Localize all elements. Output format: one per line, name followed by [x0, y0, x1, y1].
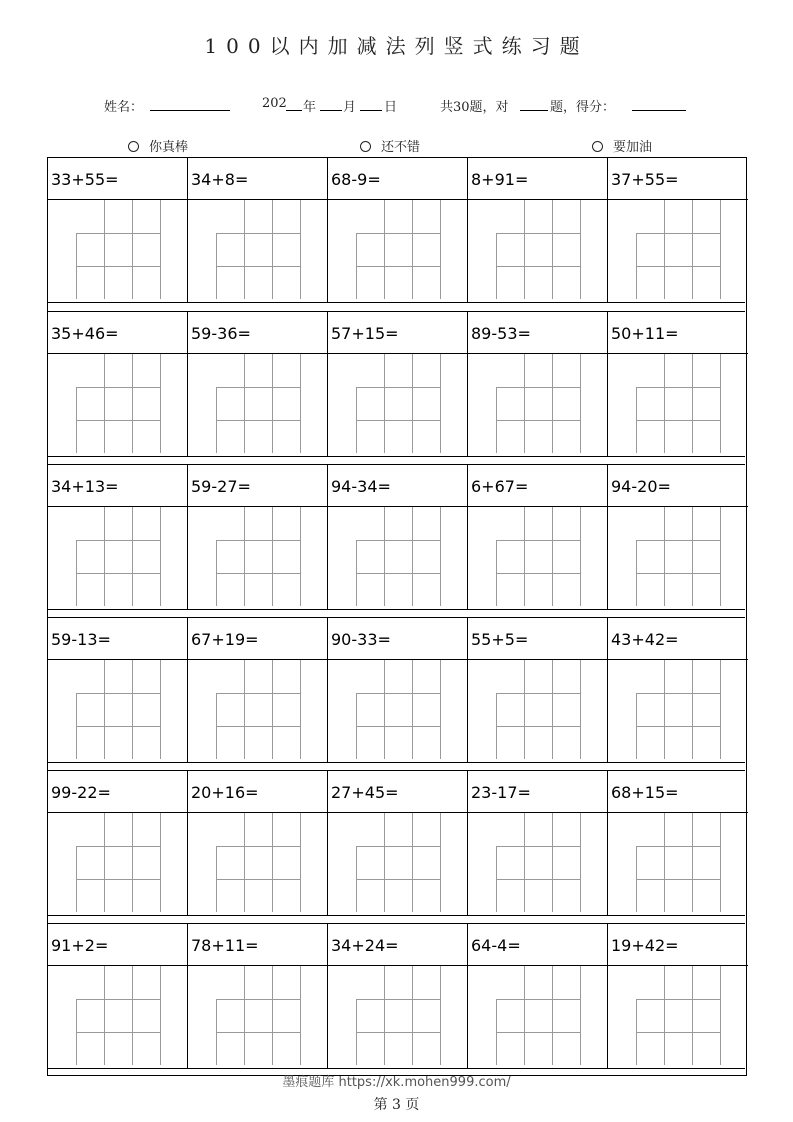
grid-line [356, 540, 440, 541]
vertical-calc-grid[interactable] [76, 813, 160, 912]
vertical-calc-grid[interactable] [496, 354, 580, 453]
vertical-calc-grid[interactable] [216, 966, 300, 1065]
exercise-expression: 57+15= [328, 312, 468, 354]
grid-line [356, 573, 440, 574]
grid-line [636, 233, 720, 234]
grid-line [496, 726, 580, 727]
vertical-calc-grid[interactable] [496, 200, 580, 299]
exercise-row [48, 311, 745, 457]
exercise-expression: 19+42= [608, 924, 748, 966]
grid-line [552, 507, 553, 606]
score-label: 题，得分： [550, 100, 616, 115]
exercise-cell [608, 618, 748, 762]
exercise-row [48, 617, 745, 763]
grid-line [216, 999, 300, 1000]
vertical-calc-grid[interactable] [216, 354, 300, 453]
grid-line [636, 266, 720, 267]
exercise-cell [468, 312, 608, 456]
grid-line [244, 813, 245, 912]
circle-icon [128, 141, 139, 152]
exercise-cell [188, 771, 328, 915]
grid-line [412, 354, 413, 453]
grid-line [76, 387, 160, 388]
exercise-cell [328, 771, 468, 915]
exercise-cell [188, 465, 328, 609]
grid-line [272, 354, 273, 453]
exercise-cell [608, 771, 748, 915]
grid-line [440, 200, 441, 299]
grid-line [216, 387, 300, 388]
grid-line [524, 660, 525, 759]
grid-line [160, 354, 161, 453]
grid-line [300, 813, 301, 912]
grid-line [104, 507, 105, 606]
grid-line [496, 1032, 580, 1033]
exercise-expression: 67+19= [188, 618, 328, 660]
grid-line [356, 420, 440, 421]
exercise-expression: 89-53= [468, 312, 608, 354]
vertical-calc-grid[interactable] [216, 507, 300, 606]
exercise-cell [328, 465, 468, 609]
grid-line [384, 966, 385, 1065]
grid-line [664, 660, 665, 759]
vertical-calc-grid[interactable] [76, 354, 160, 453]
grid-line [356, 233, 440, 234]
vertical-calc-grid[interactable] [356, 354, 440, 453]
grid-line [356, 387, 440, 388]
grid-line [636, 999, 720, 1000]
self-rating [0, 136, 793, 154]
grid-line [160, 660, 161, 759]
exercise-cell [468, 158, 608, 302]
grid-line [440, 507, 441, 606]
year-prefix: 202 [262, 96, 287, 111]
day-blank[interactable] [360, 96, 382, 111]
grid-line [496, 573, 580, 574]
grid-line [524, 200, 525, 299]
grid-line [636, 846, 720, 847]
grid-line [720, 354, 721, 453]
grid-line [356, 693, 440, 694]
exercise-expression: 59-36= [188, 312, 328, 354]
grid-line [496, 420, 580, 421]
grid-line [216, 573, 300, 574]
exercise-expression: 78+11= [188, 924, 328, 966]
exercise-cell [48, 158, 188, 302]
grid-line [160, 813, 161, 912]
year-label: 年 [303, 100, 317, 115]
grid-line [244, 660, 245, 759]
grid-line [720, 966, 721, 1065]
grid-line [272, 660, 273, 759]
vertical-calc-grid[interactable] [216, 660, 300, 759]
exercise-cell [188, 618, 328, 762]
grid-line [580, 813, 581, 912]
grid-line [216, 420, 300, 421]
grid-line [272, 507, 273, 606]
exercise-cell [608, 312, 748, 456]
vertical-calc-grid[interactable] [636, 966, 720, 1065]
vertical-calc-grid[interactable] [356, 200, 440, 299]
grid-line [384, 200, 385, 299]
grid-line [496, 540, 580, 541]
grid-line [384, 660, 385, 759]
exercise-expression: 91+2= [48, 924, 188, 966]
exercise-expression: 43+42= [608, 618, 748, 660]
exercise-expression: 34+8= [188, 158, 328, 200]
grid-line [104, 966, 105, 1065]
vertical-calc-grid[interactable] [76, 507, 160, 606]
exercise-cell [328, 312, 468, 456]
exercise-expression: 68-9= [328, 158, 468, 200]
watermark-footer: 墨痕题库 https://xk.mohen999.com/ [282, 1075, 511, 1090]
exercise-expression: 6+67= [468, 465, 608, 507]
grid-line [440, 660, 441, 759]
grid-line [160, 200, 161, 299]
name-label: 姓名： [104, 100, 144, 115]
student-info-line [0, 96, 793, 116]
vertical-calc-grid[interactable] [356, 813, 440, 912]
grid-line [636, 726, 720, 727]
exercise-cell [328, 158, 468, 302]
grid-line [160, 966, 161, 1065]
grid-line [356, 1032, 440, 1033]
grid-line [244, 507, 245, 606]
rating-label: 要加油 [613, 140, 653, 155]
grid-line [636, 573, 720, 574]
grid-line [440, 354, 441, 453]
grid-line [132, 507, 133, 606]
grid-line [664, 507, 665, 606]
grid-line [300, 660, 301, 759]
vertical-calc-grid[interactable] [496, 660, 580, 759]
grid-line [692, 354, 693, 453]
vertical-calc-grid[interactable] [636, 200, 720, 299]
exercise-expression: 20+16= [188, 771, 328, 813]
exercise-expression: 90-33= [328, 618, 468, 660]
grid-line [132, 966, 133, 1065]
month-blank[interactable] [320, 96, 342, 111]
grid-line [356, 999, 440, 1000]
exercise-cell [468, 618, 608, 762]
grid-line [412, 966, 413, 1065]
month-label: 月 [343, 100, 357, 115]
vertical-calc-grid[interactable] [636, 813, 720, 912]
grid-line [496, 879, 580, 880]
exercise-expression: 37+55= [608, 158, 748, 200]
circle-icon [592, 141, 603, 152]
circle-icon [360, 141, 371, 152]
grid-line [244, 200, 245, 299]
grid-line [440, 813, 441, 912]
exercise-row [48, 923, 745, 1069]
grid-line [412, 507, 413, 606]
grid-line [216, 879, 300, 880]
exercise-row [48, 770, 745, 916]
exercise-expression: 68+15= [608, 771, 748, 813]
grid-line [76, 1032, 160, 1033]
grid-line [636, 693, 720, 694]
exercise-cell [608, 465, 748, 609]
grid-line [300, 200, 301, 299]
grid-line [132, 200, 133, 299]
grid-line [636, 879, 720, 880]
grid-line [580, 354, 581, 453]
exercise-cell [48, 312, 188, 456]
grid-line [76, 846, 160, 847]
exercise-expression: 34+24= [328, 924, 468, 966]
exercise-grid [47, 157, 747, 1076]
grid-line [76, 693, 160, 694]
grid-line [496, 233, 580, 234]
exercise-expression: 35+46= [48, 312, 188, 354]
vertical-calc-grid[interactable] [76, 660, 160, 759]
exercise-cell [468, 465, 608, 609]
grid-line [720, 813, 721, 912]
grid-line [216, 693, 300, 694]
grid-line [216, 726, 300, 727]
day-label: 日 [384, 100, 398, 115]
exercise-cell [608, 158, 748, 302]
vertical-calc-grid[interactable] [356, 966, 440, 1065]
exercise-expression: 94-20= [608, 465, 748, 507]
exercise-expression: 64-4= [468, 924, 608, 966]
grid-line [356, 266, 440, 267]
grid-line [300, 966, 301, 1065]
rating-label: 还不错 [381, 140, 421, 155]
grid-line [384, 507, 385, 606]
exercise-row [48, 464, 745, 610]
exercise-cell [48, 618, 188, 762]
correct-count-blank[interactable] [520, 96, 548, 111]
grid-line [720, 507, 721, 606]
grid-line [76, 266, 160, 267]
grid-line [664, 966, 665, 1065]
exercise-expression: 99-22= [48, 771, 188, 813]
exercise-expression: 55+5= [468, 618, 608, 660]
grid-line [496, 387, 580, 388]
grid-line [524, 813, 525, 912]
grid-line [160, 507, 161, 606]
grid-line [552, 354, 553, 453]
exercise-cell [188, 312, 328, 456]
vertical-calc-grid[interactable] [496, 813, 580, 912]
grid-line [104, 354, 105, 453]
vertical-calc-grid[interactable] [76, 966, 160, 1065]
rating-option-try-harder[interactable] [592, 136, 652, 155]
score-blank[interactable] [632, 96, 686, 111]
exercise-cell [468, 924, 608, 1068]
grid-line [216, 233, 300, 234]
grid-line [76, 540, 160, 541]
grid-line [440, 966, 441, 1065]
exercise-expression: 59-13= [48, 618, 188, 660]
grid-line [412, 660, 413, 759]
exercise-expression: 33+55= [48, 158, 188, 200]
grid-line [76, 999, 160, 1000]
grid-line [692, 813, 693, 912]
grid-line [76, 726, 160, 727]
exercise-cell [48, 924, 188, 1068]
grid-line [664, 200, 665, 299]
page-title: 100以内加减法列竖式练习题 [204, 34, 589, 58]
grid-line [496, 846, 580, 847]
exercise-cell [188, 924, 328, 1068]
vertical-calc-grid[interactable] [496, 507, 580, 606]
name-blank[interactable] [150, 96, 230, 111]
exercise-row [48, 158, 745, 303]
grid-line [76, 879, 160, 880]
vertical-calc-grid[interactable] [636, 507, 720, 606]
grid-line [580, 200, 581, 299]
grid-line [384, 354, 385, 453]
grid-line [580, 966, 581, 1065]
grid-line [76, 573, 160, 574]
grid-line [104, 813, 105, 912]
grid-line [692, 966, 693, 1065]
grid-line [216, 1032, 300, 1033]
grid-line [300, 354, 301, 453]
vertical-calc-grid[interactable] [76, 200, 160, 299]
grid-line [552, 813, 553, 912]
exercise-expression: 27+45= [328, 771, 468, 813]
grid-line [132, 354, 133, 453]
exercise-expression: 59-27= [188, 465, 328, 507]
grid-line [216, 846, 300, 847]
grid-line [104, 200, 105, 299]
grid-line [664, 813, 665, 912]
grid-line [496, 999, 580, 1000]
grid-line [720, 200, 721, 299]
exercise-expression: 94-34= [328, 465, 468, 507]
exercise-expression: 23-17= [468, 771, 608, 813]
grid-line [692, 507, 693, 606]
grid-line [132, 660, 133, 759]
grid-line [636, 1032, 720, 1033]
vertical-calc-grid[interactable] [216, 200, 300, 299]
grid-line [384, 813, 385, 912]
exercise-cell [328, 924, 468, 1068]
grid-line [720, 660, 721, 759]
grid-line [412, 813, 413, 912]
grid-line [636, 420, 720, 421]
exercise-cell [188, 158, 328, 302]
grid-line [664, 354, 665, 453]
year-blank[interactable] [286, 96, 302, 111]
grid-line [496, 266, 580, 267]
grid-line [244, 966, 245, 1065]
rating-option-great[interactable] [128, 136, 188, 155]
vertical-calc-grid[interactable] [496, 966, 580, 1065]
grid-line [272, 966, 273, 1065]
vertical-calc-grid[interactable] [636, 660, 720, 759]
grid-line [300, 507, 301, 606]
grid-line [496, 693, 580, 694]
vertical-calc-grid[interactable] [356, 507, 440, 606]
grid-line [272, 200, 273, 299]
vertical-calc-grid[interactable] [216, 813, 300, 912]
grid-line [552, 200, 553, 299]
grid-line [132, 813, 133, 912]
vertical-calc-grid[interactable] [356, 660, 440, 759]
exercise-expression: 50+11= [608, 312, 748, 354]
grid-line [356, 726, 440, 727]
grid-line [552, 966, 553, 1065]
grid-line [272, 813, 273, 912]
grid-line [356, 846, 440, 847]
exercise-cell [48, 465, 188, 609]
grid-line [524, 966, 525, 1065]
grid-line [524, 507, 525, 606]
vertical-calc-grid[interactable] [636, 354, 720, 453]
page-number: 第 3 页 [373, 1097, 420, 1113]
grid-line [244, 354, 245, 453]
exercise-cell [48, 771, 188, 915]
grid-line [552, 660, 553, 759]
grid-line [580, 507, 581, 606]
rating-label: 你真棒 [149, 140, 189, 155]
grid-line [216, 266, 300, 267]
exercise-expression: 8+91= [468, 158, 608, 200]
grid-line [692, 200, 693, 299]
grid-line [524, 354, 525, 453]
grid-line [636, 540, 720, 541]
grid-line [216, 540, 300, 541]
grid-line [580, 660, 581, 759]
grid-line [636, 387, 720, 388]
grid-line [692, 660, 693, 759]
exercise-expression: 34+13= [48, 465, 188, 507]
rating-option-good[interactable] [360, 136, 420, 155]
grid-line [412, 200, 413, 299]
exercise-cell [468, 771, 608, 915]
exercise-cell [328, 618, 468, 762]
exercise-cell [608, 924, 748, 1068]
grid-line [76, 233, 160, 234]
total-label: 共30题，对 [440, 100, 509, 115]
grid-line [104, 660, 105, 759]
grid-line [76, 420, 160, 421]
grid-line [356, 879, 440, 880]
